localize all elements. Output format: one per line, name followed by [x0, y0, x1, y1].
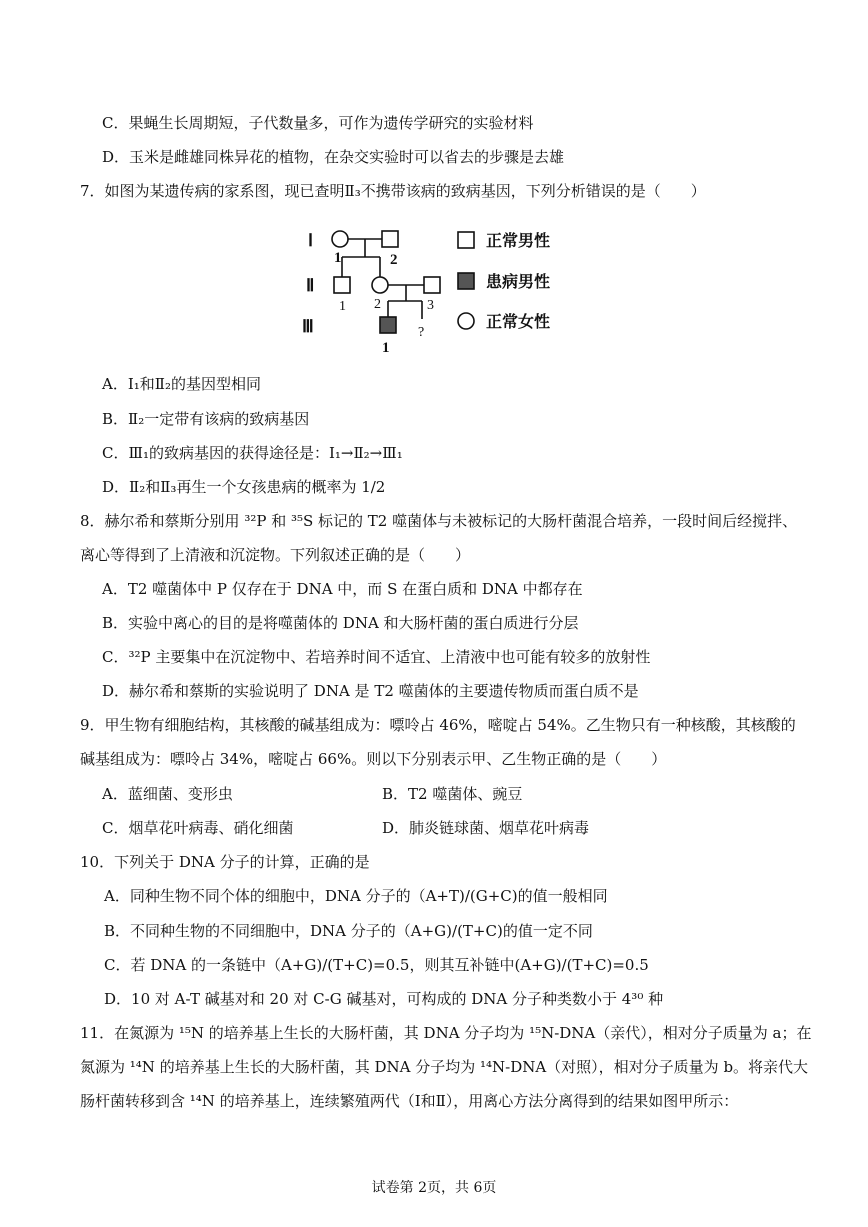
q8-option-d: D．赫尔希和蔡斯的实验说明了 DNA 是 T2 噬菌体的主要遗传物质而蛋白质不是 [102, 682, 639, 700]
number-iii1: 1 [382, 340, 390, 356]
legend-affected-male-icon [458, 273, 474, 289]
q9-stem-line2: 碱基组成为：嘌呤占 34%，嘧啶占 66%。则以下分别表示甲、乙生物正确的是（ ） [80, 750, 667, 768]
q11-stem-line1: 11．在氮源为 ¹⁵N 的培养基上生长的大肠杆菌，其 DNA 分子均为 ¹⁵N-DNA（亲代），相对分子质量为 a；在 [80, 1024, 812, 1042]
number-i2: 2 [390, 252, 398, 268]
q9-option-c: C．烟草花叶病毒、硝化细菌 [102, 819, 294, 837]
q8-option-b: B．实验中离心的目的是将噬菌体的 DNA 和大肠杆菌的蛋白质进行分层 [102, 614, 579, 632]
legend-affected-male-label: 患病男性 [486, 274, 551, 291]
q8-stem-line2: 离心等得到了上清液和沉淀物。下列叙述正确的是（ ） [80, 546, 471, 564]
q8-option-c: C．³²P 主要集中在沉淀物中、若培养时间不适宜、上清液中也可能有较多的放射性 [102, 648, 651, 666]
legend-normal-male-icon [458, 232, 474, 248]
number-ii1: 1 [339, 299, 346, 314]
q9-option-a: A．蓝细菌、变形虫 [102, 785, 233, 803]
q8-option-a: A．T2 噬菌体中 P 仅存在于 DNA 中，而 S 在蛋白质和 DNA 中都存在 [102, 580, 583, 598]
q7-stem: 7．如图为某遗传病的家系图，现已查明Ⅱ₃不携带该病的致病基因，下列分析错误的是（ ） [80, 182, 706, 200]
q6-option-c: C．果蝇生长周期短，子代数量多，可作为遗传学研究的实验材料 [102, 114, 534, 132]
q7-option-b: B．Ⅱ₂一定带有该病的致病基因 [102, 410, 310, 428]
q9-option-d: D．肺炎链球菌、烟草花叶病毒 [382, 819, 590, 837]
legend-normal-female-icon [458, 313, 474, 329]
generation-label-i: Ⅰ [308, 231, 314, 250]
q6-option-d: D．玉米是雌雄同株异花的植物，在杂交实验时可以省去的步骤是去雄 [102, 148, 565, 166]
unknown-offspring-mark: ? [418, 325, 425, 340]
male-i2 [382, 231, 398, 247]
male-ii3 [424, 277, 440, 293]
q10-option-b: B．不同种生物的不同细胞中，DNA 分子的（A+G)/(T+C)的值一定不同 [104, 922, 593, 940]
q7-option-c: C．Ⅲ₁的致病基因的获得途径是：I₁→Ⅱ₂→Ⅲ₁ [102, 444, 403, 462]
q10-option-c: C．若 DNA 的一条链中（A+G)/(T+C)=0.5，则其互补链中(A+G)/(T+C)=0.5 [104, 956, 649, 974]
generation-label-ii: Ⅱ [306, 276, 315, 295]
q10-option-d: D．10 对 A-T 碱基对和 20 对 C-G 碱基对，可构成的 DNA 分子种类数小于 4³⁰ 种 [104, 990, 664, 1008]
number-ii3: 3 [427, 298, 434, 313]
legend-normal-male-label: 正常男性 [486, 233, 551, 250]
female-i1 [332, 231, 348, 247]
number-i1: 1 [334, 250, 342, 266]
q11-stem-line2: 氮源为 ¹⁴N 的培养基上生长的大肠杆菌，其 DNA 分子均为 ¹⁴N-DNA（对照），相对分子质量为 b。将亲代大 [80, 1058, 809, 1076]
legend-normal-female-label: 正常女性 [486, 314, 551, 331]
q10-option-a: A．同种生物不同个体的细胞中，DNA 分子的（A+T)/(G+C)的值一般相同 [104, 887, 608, 905]
q8-stem-line1: 8．赫尔希和蔡斯分别用 ³²P 和 ³⁵S 标记的 T2 噬菌体与未被标记的大肠杆菌混合培养，一段时间后经搅拌、 [80, 512, 798, 530]
q7-option-a: A．I₁和Ⅱ₂的基因型相同 [102, 375, 261, 393]
male-ii1 [334, 277, 350, 293]
q10-stem: 10．下列关于 DNA 分子的计算，正确的是 [80, 853, 370, 871]
q9-option-b: B．T2 噬菌体、豌豆 [382, 785, 523, 803]
generation-label-iii: Ⅲ [302, 317, 314, 336]
pedigree-chart [290, 222, 590, 357]
page-footer: 试卷第 2页，共 6页 [371, 1180, 497, 1196]
q9-stem-line1: 9．甲生物有细胞结构，其核酸的碱基组成为：嘌呤占 46%，嘧啶占 54%。乙生物只有一种核酸，其核酸的 [80, 716, 796, 734]
q11-stem-line3: 肠杆菌转移到含 ¹⁴N 的培养基上，连续繁殖两代（Ⅰ和Ⅱ），用离心方法分离得到的结果如图甲所示： [80, 1092, 739, 1110]
number-ii2: 2 [374, 297, 381, 312]
affected-male-iii1 [380, 317, 396, 333]
female-ii2 [372, 277, 388, 293]
q7-option-d: D．Ⅱ₂和Ⅱ₃再生一个女孩患病的概率为 1/2 [102, 478, 386, 496]
